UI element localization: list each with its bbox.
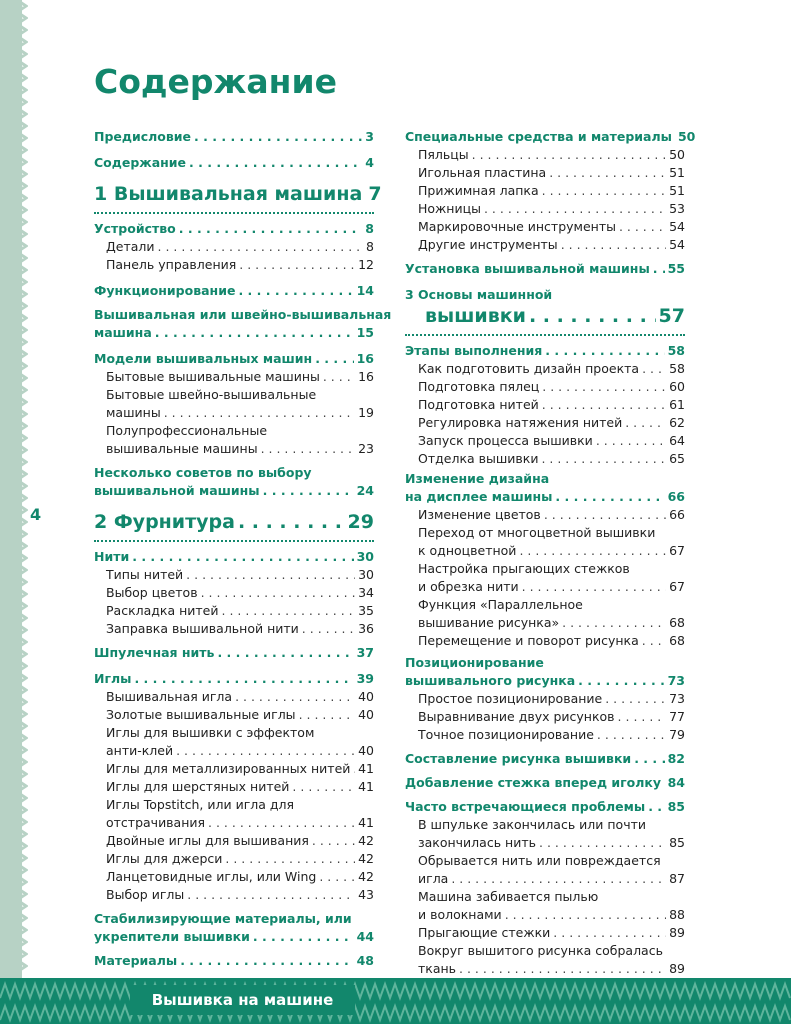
toc-entry-ustanovka[interactable]: Установка вышивальной машины . . . 55 bbox=[405, 260, 685, 278]
toc-entry-v-shpul[interactable]: закончилась нить . . . 85 bbox=[418, 834, 685, 852]
toc-chapter-3[interactable]: вышивки . . . 57 bbox=[405, 304, 685, 328]
toc-entry-vybor-tsvetov[interactable]: Выбор цветов . . . 34 bbox=[106, 584, 374, 602]
toc-entry-perehod-line1: Переход от многоцветной вышивки bbox=[418, 525, 656, 540]
page-title: Содержание bbox=[94, 62, 337, 101]
toc-entry-tipy[interactable]: Типы нитей . . . 30 bbox=[106, 566, 374, 584]
toc-entry-vysh-igla[interactable]: Вышивальная игла . . . 40 bbox=[106, 688, 374, 706]
toc-entry-nastr-line1: Настройка прыгающих стежков bbox=[418, 561, 630, 576]
toc-entry-izm[interactable]: на дисплее машины . . . 66 bbox=[405, 488, 685, 506]
toc-entry-stab[interactable]: укрепители вышивки . . . 44 bbox=[94, 928, 374, 946]
toc-entry-peremesh[interactable]: Перемещение и поворот рисунка . . . 68 bbox=[418, 632, 685, 650]
toc-entry-nastr[interactable]: и обрезка нити . . . 67 bbox=[418, 578, 685, 596]
toc-entry-detali[interactable]: Детали . . . 8 bbox=[106, 238, 374, 256]
toc-entry-podg-nitei[interactable]: Подготовка нитей . . . 61 bbox=[418, 396, 685, 414]
toc-entry-topstitch[interactable]: отстрачивания . . . 41 bbox=[106, 814, 374, 832]
toc-entry-v-shpul-line1: В шпульке закончилась или почти bbox=[418, 817, 646, 832]
toc-entry-vybor-igly[interactable]: Выбор иглы . . . 43 bbox=[106, 886, 374, 904]
toc-entry-sovety-line1: Несколько советов по выбору bbox=[94, 465, 312, 480]
toc-entry-niti[interactable]: Нити . . . 30 bbox=[94, 548, 374, 566]
toc-entry-zolotye[interactable]: Золотые вышивальные иглы . . . 40 bbox=[106, 706, 374, 724]
toc-entry-soderzhanie[interactable]: Содержание . . . 4 bbox=[94, 154, 374, 172]
toc-entry-metall[interactable]: Иглы для металлизированных нитей . . . 41 bbox=[106, 760, 374, 778]
toc-entry-poluprof[interactable]: вышивальные машины . . . 23 bbox=[106, 440, 374, 458]
toc-entry-funktsiya[interactable]: вышивание рисунка» . . . 68 bbox=[418, 614, 685, 632]
toc-entry-bytovye-sh-line1: Бытовые швейно-вышивальные bbox=[106, 387, 317, 402]
toc-entry-funktsionirovanie[interactable]: Функционирование . . . 14 bbox=[94, 282, 374, 300]
toc-entry-panel[interactable]: Панель управления . . . 12 bbox=[106, 256, 374, 274]
toc-entry-vyshivalnaya[interactable]: машина . . . 15 bbox=[94, 324, 374, 342]
toc-entry-otdelka[interactable]: Отделка вышивки . . . 65 bbox=[418, 450, 685, 468]
toc-entry-materialy[interactable]: Материалы . . . 48 bbox=[94, 952, 374, 970]
toc-entry-modeli[interactable]: Модели вышивальных машин . . . 16 bbox=[94, 350, 374, 368]
toc-entry-obryv-line1: Обрывается нить или повреждается bbox=[418, 853, 661, 868]
toc-entry-etapy[interactable]: Этапы выполнения . . . 58 bbox=[405, 342, 685, 360]
toc-entry-antiklei[interactable]: анти-клей . . . 40 bbox=[106, 742, 374, 760]
toc-entry-vyravn[interactable]: Выравнивание двух рисунков . . . 77 bbox=[418, 708, 685, 726]
toc-chapter-1[interactable]: 1 Вышивальная машина 7 bbox=[94, 183, 382, 205]
toc-entry-pryg[interactable]: Прыгающие стежки . . . 89 bbox=[418, 924, 685, 942]
toc-entry-prostoe[interactable]: Простое позиционирование . . . 73 bbox=[418, 690, 685, 708]
toc-entry-sovety[interactable]: вышивальной машины . . . 24 bbox=[94, 482, 374, 500]
toc-entry-dvoinye[interactable]: Двойные иглы для вышивания . . . 42 bbox=[106, 832, 374, 850]
toc-entry-topstitch-line1: Иглы Topstitch, или игла для bbox=[106, 797, 295, 812]
toc-entry-izm-line1: Изменение дизайна bbox=[405, 471, 550, 486]
toc-entry-pozits[interactable]: вышивального рисунка . . . 73 bbox=[405, 672, 685, 690]
toc-entry-vokrug[interactable]: ткань . . . 89 bbox=[418, 960, 685, 978]
toc-entry-zapravka[interactable]: Заправка вышивальной нити . . . 36 bbox=[106, 620, 374, 638]
toc-entry-regul[interactable]: Регулировка натяжения нитей . . . 62 bbox=[418, 414, 685, 432]
toc-chapter-3-line1: 3 Основы машинной bbox=[405, 287, 553, 302]
footer-book-title: Вышивка на машине bbox=[130, 985, 355, 1015]
toc-entry-stab-line1: Стабилизирующие материалы, или bbox=[94, 911, 352, 926]
toc-entry-nozhnitsy[interactable]: Ножницы . . . 53 bbox=[418, 200, 685, 218]
toc-entry-zapusk[interactable]: Запуск процесса вышивки . . . 64 bbox=[418, 432, 685, 450]
toc-entry-funktsiya-line1: Функция «Параллельное bbox=[418, 597, 583, 612]
toc-entry-ustroystvo[interactable]: Устройство . . . 8 bbox=[94, 220, 374, 238]
toc-entry-vokrug-line1: Вокруг вышитого рисунка собралась bbox=[418, 943, 663, 958]
chapter-divider bbox=[405, 334, 685, 336]
toc-entry-vyshivalnaya-line1: Вышивальная или швейно-вышивальная bbox=[94, 307, 392, 322]
footer-zigzag-border bbox=[0, 980, 791, 1024]
toc-entry-sherst[interactable]: Иглы для шерстяных нитей . . . 41 bbox=[106, 778, 374, 796]
toc-entry-raskladka[interactable]: Раскладка нитей . . . 35 bbox=[106, 602, 374, 620]
toc-chapter-2[interactable]: 2 Фурнитура . . . 29 bbox=[94, 510, 374, 534]
toc-entry-shpul[interactable]: Шпулечная нить . . . 37 bbox=[94, 644, 374, 662]
chapter-divider bbox=[94, 212, 374, 214]
toc-entry-igolnaya[interactable]: Игольная пластина . . . 51 bbox=[418, 164, 685, 182]
toc-entry-drugie[interactable]: Другие инструменты . . . 54 bbox=[418, 236, 685, 254]
page-number: 4 bbox=[30, 505, 42, 524]
toc-entry-poluprof-line1: Полупрофессиональные bbox=[106, 423, 268, 438]
toc-entry-pyaltsy[interactable]: Пяльцы . . . 50 bbox=[418, 146, 685, 164]
left-zigzag-border bbox=[16, 0, 28, 975]
chapter-divider bbox=[94, 540, 374, 542]
toc-entry-predislovie[interactable]: Предисловие . . . 3 bbox=[94, 128, 374, 146]
toc-entry-mashina-line1: Машина забивается пылью bbox=[418, 889, 599, 904]
toc-entry-izm-tsvetov[interactable]: Изменение цветов . . . 66 bbox=[418, 506, 685, 524]
toc-entry-dzhersi[interactable]: Иглы для джерси . . . 42 bbox=[106, 850, 374, 868]
toc-entry-bytovye[interactable]: Бытовые вышивальные машины . . . 16 bbox=[106, 368, 374, 386]
toc-entry-chasto[interactable]: Часто встречающиеся проблемы . . . 85 bbox=[405, 798, 685, 816]
toc-entry-bytovye-sh[interactable]: машины . . . 19 bbox=[106, 404, 374, 422]
toc-entry-sostavl[interactable]: Составление рисунка вышивки . . . 82 bbox=[405, 750, 685, 768]
toc-entry-mashina[interactable]: и волокнами . . . 88 bbox=[418, 906, 685, 924]
toc-entry-perehod[interactable]: к одноцветной . . . 67 bbox=[418, 542, 685, 560]
toc-entry-prizhim[interactable]: Прижимная лапка . . . 51 bbox=[418, 182, 685, 200]
toc-entry-obryv[interactable]: игла . . . 87 bbox=[418, 870, 685, 888]
toc-entry-lantset[interactable]: Ланцетовидные иглы, или Wing . . . 42 bbox=[106, 868, 374, 886]
toc-entry-kak-podg[interactable]: Как подготовить дизайн проекта . . . 58 bbox=[418, 360, 685, 378]
toc-entry-dobavl[interactable]: Добавление стежка вперед иголку . . . 84 bbox=[405, 774, 685, 792]
toc-entry-spets[interactable]: Специальные средства и материалы 50 bbox=[405, 129, 696, 144]
toc-entry-igly[interactable]: Иглы . . . 39 bbox=[94, 670, 374, 688]
toc-entry-antiklei-line1: Иглы для вышивки с эффектом bbox=[106, 725, 315, 740]
toc-entry-tochnoe[interactable]: Точное позиционирование . . . 79 bbox=[418, 726, 685, 744]
toc-entry-pozits-line1: Позиционирование bbox=[405, 655, 544, 670]
toc-entry-podg-pyalets[interactable]: Подготовка пялец . . . 60 bbox=[418, 378, 685, 396]
toc-entry-marker[interactable]: Маркировочные инструменты . . . 54 bbox=[418, 218, 685, 236]
